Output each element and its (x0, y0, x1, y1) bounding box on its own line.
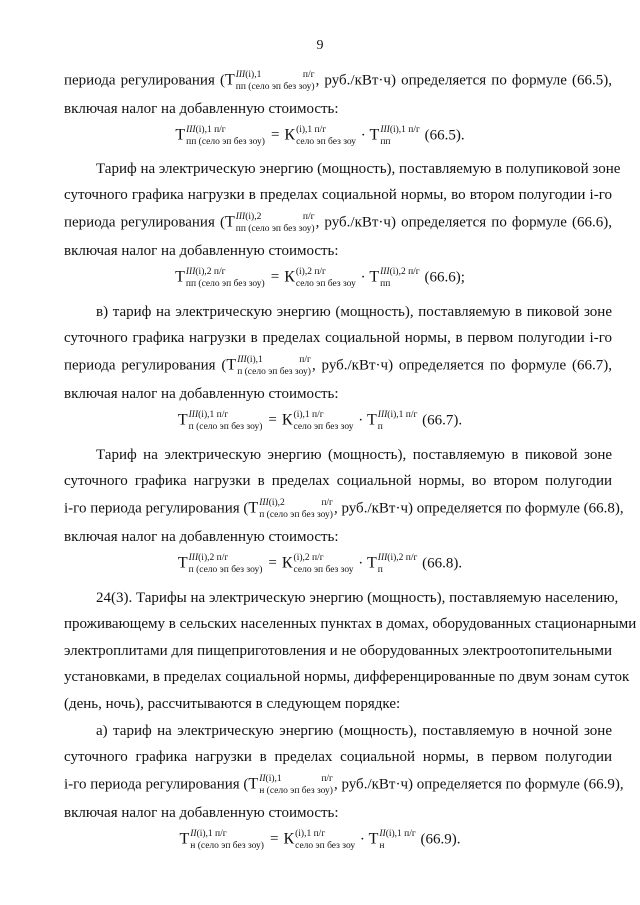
paragraph-line: 24(3). Тарифы на электрическую энергию (мощность), поставляемую населению, (96, 590, 619, 606)
paragraph-line: установками, в пределах социальной нормы, дифференцированные по двум зонам суток (64, 669, 630, 685)
paragraph-line: суточного графика нагрузки в пределах социальной нормы, в первом полугодии i-го (64, 330, 612, 346)
paragraph-line: в) тариф на электрическую энергию (мощность), поставляемую в пиковой зоне (96, 304, 612, 320)
paragraph-line: а) тариф на электрическую энергию (мощность), поставляемую в ночной зоне (96, 723, 612, 739)
formula-66-7: Т III(i),1 п/г п (село эп без зоу) = К (i),1 п/г село эп без зоу · Т III(i),1 п/г п (66.7). (177, 410, 463, 432)
paragraph-line: периода регулирования (Т III(i),2 п/г пп (село эп без зоу) , руб./кВт·ч) определяется по формуле (66.6), (64, 212, 612, 234)
paragraph-line: i-го периода регулирования (Т II(i),1 п/г н (село эп без зоу) , руб./кВт·ч) определяется по формуле (66.9), (64, 774, 624, 796)
paragraph-line: (день, ночь), рассчитываются в следующем порядке: (64, 696, 401, 712)
paragraph-line: включая налог на добавленную стоимость: (64, 805, 339, 821)
paragraph-line: включая налог на добавленную стоимость: (64, 529, 339, 545)
formula-66-9: Т II(i),1 п/г н (село эп без зоу) = К (i),1 п/г село эп без зоу · Т II(i),1 п/г н (66.9). (179, 829, 461, 851)
paragraph-line: электроплитами для пищеприготовления и не оборудованных электроотопительными (64, 643, 612, 659)
tariff-symbol: Т II(i),1 п/г н (село эп без зоу) (248, 774, 333, 796)
paragraph-line: периода регулирования (Т III(i),1 п/г п (село эп без зоу) , руб./кВт·ч) определяется по формуле (66.7), (64, 355, 612, 377)
paragraph-line: i-го периода регулирования (Т III(i),2 п/г п (село эп без зоу) , руб./кВт·ч) определяется по формуле (66.8), (64, 498, 624, 520)
paragraph-line: периода регулирования (Т III(i),1 п/г пп (село эп без зоу) , руб./кВт·ч) определяется по формуле (66.5), (64, 70, 612, 92)
tariff-symbol: Т III(i),1 п/г пп (село эп без зоу) (224, 70, 315, 92)
page-number: 9 (316, 38, 324, 53)
paragraph-line: суточного графика нагрузки в пределах социальной нормы, в первом полугодии (64, 749, 612, 765)
tariff-symbol: Т III(i),1 п/г п (село эп без зоу) (226, 355, 311, 377)
paragraph-line: проживающему в сельских населенных пунктах в домах, оборудованных стационарными (64, 616, 637, 632)
paragraph-line: Тариф на электрическую энергию (мощность), поставляемую в полупиковой зоне (96, 161, 621, 177)
tariff-symbol: Т III(i),2 п/г пп (село эп без зоу) (224, 212, 315, 234)
paragraph-line: суточного графика нагрузки в пределах социальной нормы, во втором полугодии i-го (64, 187, 612, 203)
tariff-symbol: Т III(i),2 п/г п (село эп без зоу) (248, 498, 333, 520)
paragraph-line: включая налог на добавленную стоимость: (64, 243, 339, 259)
paragraph-line: Тариф на электрическую энергию (мощность), поставляемую в пиковой зоне (96, 447, 612, 463)
formula-66-5: Т III(i),1 п/г пп (село эп без зоу) = К (i),1 п/г село эп без зоу · Т III(i),1 п/г пп (66.5). (175, 125, 465, 147)
paragraph-line: включая налог на добавленную стоимость: (64, 101, 339, 117)
formula-66-6: Т III(i),2 п/г пп (село эп без зоу) = К (i),2 п/г село эп без зоу · Т III(i),2 п/г пп (66.6); (175, 267, 465, 289)
formula-66-8: Т III(i),2 п/г п (село эп без зоу) = К (i),2 п/г село эп без зоу · Т III(i),2 п/г п (66.8). (177, 553, 463, 575)
paragraph-line: суточного графика нагрузки в пределах социальной нормы, во втором полугодии (64, 473, 612, 489)
paragraph-line: включая налог на добавленную стоимость: (64, 386, 339, 402)
